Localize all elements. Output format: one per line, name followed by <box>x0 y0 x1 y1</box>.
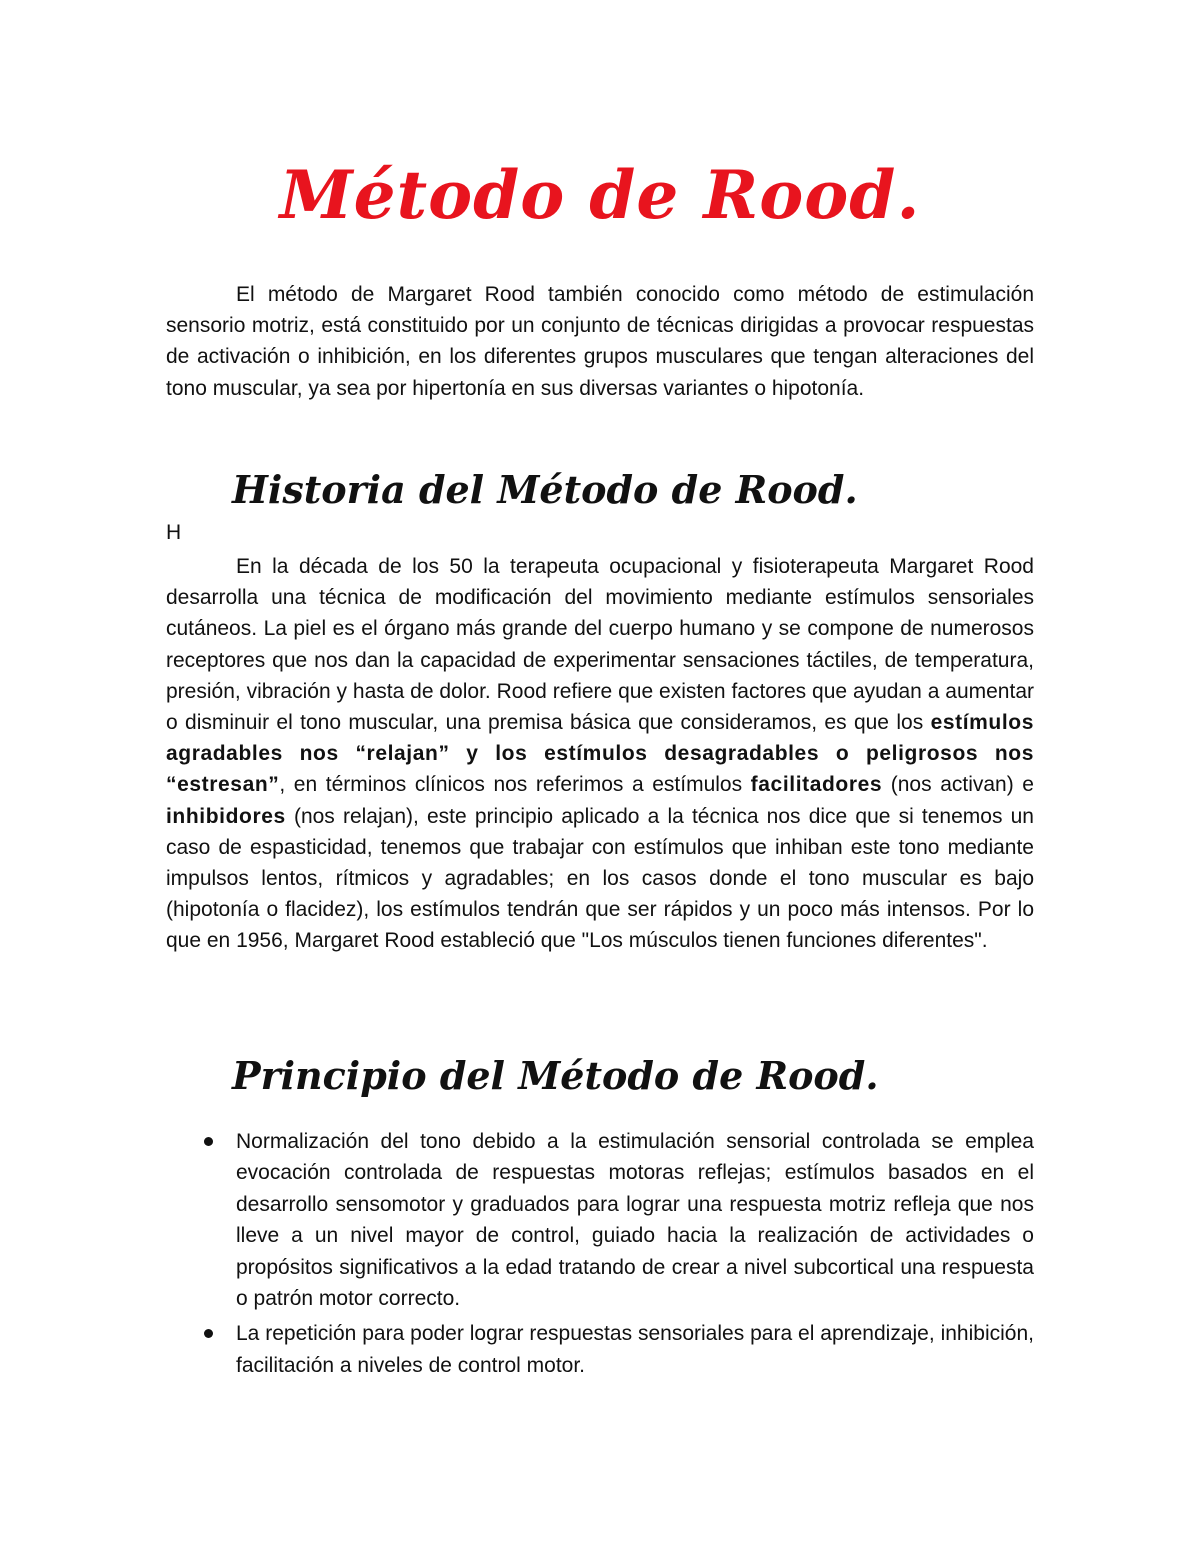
historia-paragraph <box>166 551 1034 957</box>
bullet-icon <box>204 1329 213 1338</box>
historia-text-4: (nos relajan), este principio aplicado a la técnica nos dice que si tenemos un caso de espasticidad, tenemos que trabajar con estímulos que inhiban este tono mediante impulsos lentos, rítmicos y agradables; en los casos donde el tono muscular es bajo (hipotonía o flacidez), los estímulos tendrán que ser rápidos y un poco más intensos. Por lo que en 1956, Margaret Rood estableció que "Los músculos tienen funciones diferentes". <box>166 804 1034 953</box>
list-item-text: Normalización del tono debido a la estimulación sensorial controlada se emplea evocación controlada de respuestas motoras reflejas; estímulos basados en el desarrollo sensomotor y graduados para lograr una respuesta motriz refleja que nos lleve a un nivel mayor de control, guiado hacia la realización de actividades o propósitos significativos a la edad tratando de crear a nivel subcortical una respuesta o patrón motor correcto. <box>236 1130 1034 1311</box>
intro-paragraph <box>166 279 1034 404</box>
intro-text: El método de Margaret Rood también conocido como método de estimulación sensorio motriz, está constituido por un conjunto de técnicas dirigidas a provocar respuestas de activación o inhibición, en los diferentes grupos musculares que tengan alteraciones del tono muscular, ya sea por hipertonía en sus diversas variantes o hipotonía. <box>166 283 1034 400</box>
list-item <box>166 1126 1034 1314</box>
principio-list <box>166 1126 1034 1385</box>
historia-text-1: En la década de los 50 la terapeuta ocupacional y fisioterapeuta Margaret Rood desarrolla una técnica de modificación del movimiento mediante estímulos sensoriales cutáneos. La piel es el órgano más grande del cuerpo humano y se compone de numerosos receptores que nos dan la capacidad de experimentar sensaciones táctiles, de temperatura, presión, vibración y hasta de dolor. Rood refiere que existen factores que ayudan a aumentar o disminuir el tono muscular, una premisa básica que consideramos, es que los <box>166 555 1034 735</box>
document-title: Método de Rood. <box>279 156 921 234</box>
historia-text-2: , en términos clínicos nos referimos a estímulos <box>279 773 751 797</box>
list-item-text: La repetición para poder lograr respuestas sensoriales para el aprendizaje, inhibición, facilitación a niveles de control motor. <box>236 1322 1034 1377</box>
principio-heading: Principio del Método de Rood. <box>232 1053 879 1098</box>
stray-letter: H <box>166 521 182 544</box>
historia-bold-1: estímulos agradables nos “relajan” y los estímulos desagradables o peligrosos nos “estresan” <box>166 711 1034 797</box>
historia-bold-3: inhibidores <box>166 804 286 828</box>
list-item <box>166 1318 1034 1381</box>
bullet-icon <box>204 1137 213 1146</box>
historia-heading: Historia del Método de Rood. <box>232 467 858 512</box>
historia-text-3: (nos activan) e <box>882 773 1034 797</box>
historia-bold-2: facilitadores <box>750 773 883 797</box>
